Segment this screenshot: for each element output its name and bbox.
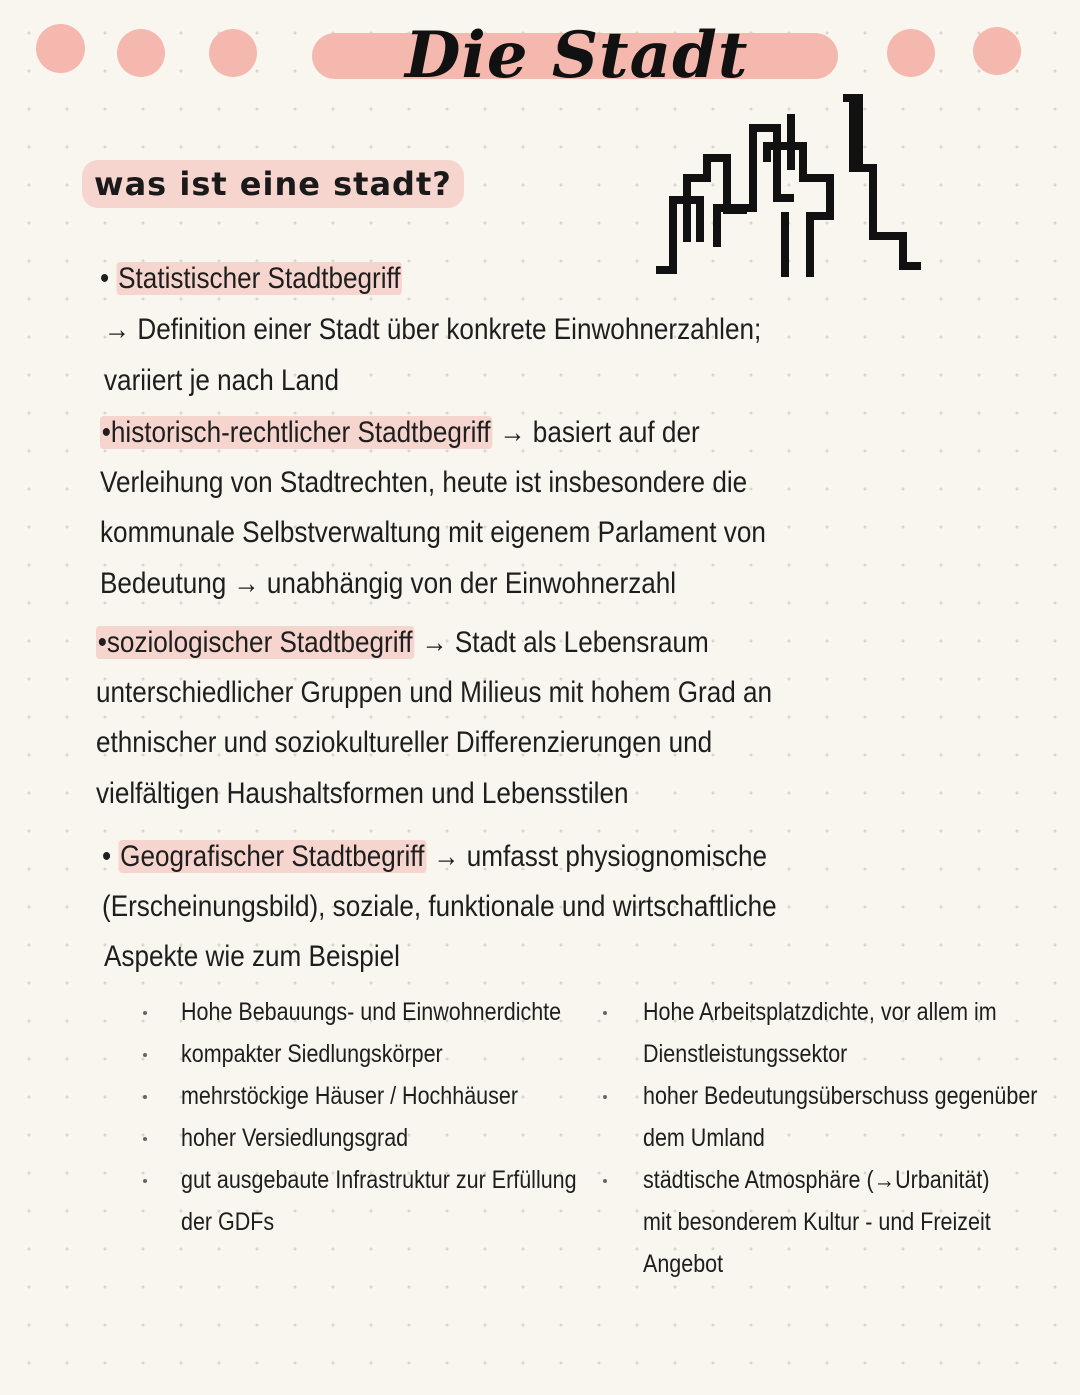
historic-heading: •historisch-rechtlicher Stadtbegriff [101,416,491,449]
bullet-dot [143,1095,147,1099]
list-item: dem Umland [643,1124,765,1152]
bullet-dot [143,1179,147,1183]
list-item: Hohe Arbeitsplatzdichte, vor allem im [643,998,997,1026]
list-item: hoher Bedeutungsüberschuss gegenüber [643,1082,1038,1110]
sociologic-line-2: unterschiedlicher Gruppen und Milieus mit hohem Grad an [96,676,773,709]
sociologic-line-3: ethnischer und soziokultureller Differenzierungen und [96,726,713,759]
bullet-dot [143,1053,147,1057]
decor-dot [36,24,85,73]
list-item: Angebot [643,1250,724,1278]
sociologic-line-1-rest: → Stadt als Lebensraum [414,626,709,659]
list-item: kompakter Siedlungskörper [181,1040,443,1068]
sociologic-heading-line [96,623,709,663]
geographic-line-2: (Erscheinungsbild), soziale, funktionale und wirtschaftliche [102,890,777,923]
historic-line-3: kommunale Selbstverwaltung mit eigenem Parlament von [100,516,766,549]
bullet-dot [143,1011,147,1015]
list-item: Dienstleistungssektor [643,1040,848,1068]
historic-line-2: Verleihung von Stadtrechten, heute ist insbesondere die [100,466,748,499]
statistic-heading-line [100,259,402,299]
historic-line-1-rest: → basiert auf der [492,416,700,449]
statistic-line-1: → Definition einer Stadt über konkrete Einwohnerzahlen; [104,313,762,346]
bullet-marker: • [102,840,112,873]
question-heading: was ist eine stadt? [82,160,464,208]
aspect-list-left [181,991,641,1243]
list-item: städtische Atmosphäre (→Urbanität) [643,1166,990,1194]
bullet-marker: • [100,262,110,295]
list-item: Hohe Bebauungs- und Einwohnerdichte [181,998,562,1026]
bullet-dot [143,1137,147,1141]
list-item: mehrstöckige Häuser / Hochhäuser [181,1082,518,1110]
decor-dot [209,29,257,77]
sociologic-heading: •soziologischer Stadtbegriff [97,626,413,659]
page-title: Die Stadt [405,18,749,93]
geographic-line-1-rest: → umfasst physiognomische [426,840,767,873]
geographic-heading: Geografischer Stadtbegriff [120,840,425,873]
statistic-heading: Statistischer Stadtbegriff [118,262,401,295]
aspect-list-right [643,991,1080,1285]
sociologic-line-4: vielfältigen Haushaltsformen und Lebensstilen [96,777,629,810]
decor-dot [117,29,165,77]
list-item: der GDFs [181,1208,275,1236]
list-item: hoher Versiedlungsgrad [181,1124,409,1152]
statistic-line-2: variiert je nach Land [104,364,340,397]
historic-heading-line [100,413,700,453]
historic-line-4: Bedeutung → unabhängig von der Einwohnerzahl [100,567,677,600]
city-skyline-icon [655,88,925,283]
geographic-heading-line [102,837,767,877]
list-item: mit besonderem Kultur - und Freizeit [643,1208,991,1236]
decor-dot [887,29,935,77]
decor-dot [973,27,1021,75]
list-item: gut ausgebaute Infrastruktur zur Erfüllung [181,1166,577,1194]
geographic-line-3: Aspekte wie zum Beispiel [104,940,400,973]
